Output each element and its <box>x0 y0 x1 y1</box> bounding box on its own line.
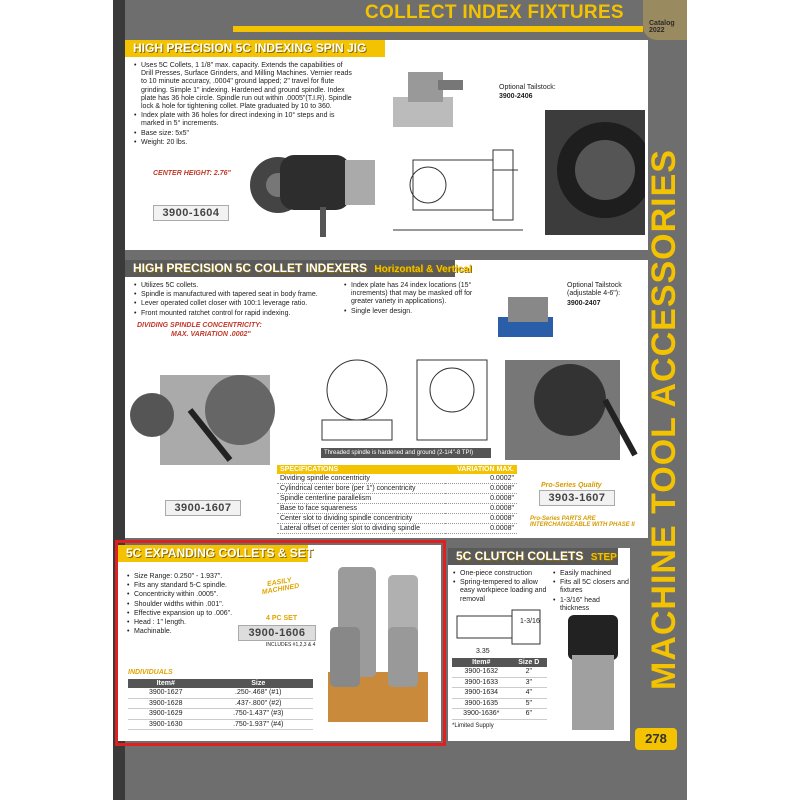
clutch-bullets-a <box>452 570 550 605</box>
col-item: Item# <box>128 679 204 688</box>
collet-indexers-panel <box>125 260 648 538</box>
pro-part: 3903-1607 <box>539 490 615 506</box>
tailstock-part: 3900-2406 <box>499 93 533 100</box>
bullet: • Shoulder widths within .001". <box>126 601 236 609</box>
title-underline <box>233 26 643 32</box>
col-size: Size <box>204 679 314 688</box>
page-title: COLLECT INDEX FIXTURES <box>365 2 624 23</box>
pro-indexer-image <box>485 340 645 465</box>
bullet: • 1-3/16" head thickness <box>552 597 630 613</box>
spec-row: Dividing spindle concentricity 0.0002" <box>277 474 517 484</box>
bullet: • Base size: 5x5" <box>133 130 355 138</box>
spin-jig-title: HIGH PRECISION 5C INDEXING SPIN JIG <box>125 40 385 57</box>
bullet: • One-piece construction <box>452 570 550 578</box>
pro-tailstock-image <box>493 282 563 342</box>
table-row: 3900-1629 .750-1.437" (#3) <box>128 709 313 720</box>
bullet: • Spindle is manufactured with tapered seat in body frame. <box>133 291 333 299</box>
bullet: • Lever operated collet closer with 100:1 leverage ratio. <box>133 300 333 308</box>
bullet: • Index plate has 24 index locations (15° increments) that may be masked off for greater variety in applications). <box>343 282 491 307</box>
spin-jig-part: 3900-1604 <box>153 205 229 221</box>
clutch-collets-panel <box>448 548 630 741</box>
bullet: • Fits all 5C closers and fixtures <box>552 579 630 595</box>
highlight-box <box>115 540 446 746</box>
spec-header-2: VARIATION MAX. <box>445 465 517 474</box>
bullet: • Size Range: 0.250" - 1.937". <box>126 573 236 581</box>
bullet: • Effective expansion up to .006". <box>126 610 236 618</box>
catalog-badge: Catalog 2022 <box>643 0 687 40</box>
bullet: • Uses 5C Collets, 1 1/8" max. capacity. Extends the capabilities of Drill Presses, Surface Grinders, and Milling Machines. Vernier reads to 10 minute accuracy, .0004" ground lapped; 2" travel for flute grinding. Simple 1" indexing. Hardened and ground spindle. Index plate has 36 hole circle. Spindle run out within .0005"(T.I.R). Spindle lock & hole for tightening collet. Plate graduated by 10 to 360. <box>133 62 355 111</box>
clutch-dim1: 3.35 <box>476 648 490 655</box>
tailstock-label: Optional Tailstock: <box>499 84 556 91</box>
table-row: 3900-1628 .437-.800" (#2) <box>128 698 313 709</box>
center-height: CENTER HEIGHT: 2.76" <box>153 170 231 177</box>
clutch-drawing <box>452 606 547 651</box>
catalog-page <box>113 0 687 800</box>
clutch-table <box>452 658 547 720</box>
clutch-title: 5C CLUTCH COLLETS STEP <box>448 548 618 565</box>
indexers-bullets-right <box>343 282 491 317</box>
limited-supply-note: *Limited Supply <box>452 723 494 729</box>
collet-indexers-subtitle: Horizontal & Vertical <box>374 264 472 275</box>
concentricity-label: DIVIDING SPINDLE CONCENTRICITY: <box>137 322 262 329</box>
spin-jig-panel <box>125 40 648 250</box>
col-size: Size D <box>511 658 547 667</box>
clutch-bullets-b <box>552 570 630 614</box>
spin-jig-image <box>250 135 390 245</box>
table-row: 3900-1634 4" <box>452 688 547 699</box>
set-part: 3900-1606 <box>238 625 316 641</box>
bullet: • Easily machined <box>552 570 630 578</box>
spec-header: SPECIFICATIONS <box>277 465 445 474</box>
spec-row: Lateral offset of center slot to dividing spindle 0.0008" <box>277 524 517 534</box>
bullet: • Head : 1" length. <box>126 619 236 627</box>
individuals-label: INDIVIDUALS <box>128 669 173 676</box>
pro-note: Pro-Series PARTS ARE INTERCHANGEABLE WITH PHASE II <box>530 516 635 528</box>
spin-jig-drawing <box>393 140 528 240</box>
spec-row: Center slot to dividing spindle concentricity 0.0008" <box>277 514 517 524</box>
col-item: Item# <box>452 658 511 667</box>
bullet: • Machinable. <box>126 628 236 636</box>
thread-note: Threaded spindle is hardened and ground (2-1/4"-8 TPI) <box>321 448 491 458</box>
indexer-part: 3900-1607 <box>165 500 241 516</box>
spec-row: Spindle centerline parallelism 0.0008" <box>277 494 517 504</box>
collet-indexer-image <box>130 350 305 480</box>
table-row: 3900-1630 .750-1.937" (#4) <box>128 719 313 730</box>
set-label: 4 PC SET <box>266 615 298 622</box>
table-row: 3900-1627 .250-.468" (#1) <box>128 688 313 698</box>
clutch-collet-image <box>558 610 628 735</box>
easily-machined: EASILY MACHINED <box>261 576 300 597</box>
indexers-bullets-left <box>133 282 333 319</box>
bullet: • Index plate with 36 holes for direct indexing in 10° steps and is marked in 5° increments. <box>133 112 355 128</box>
concentricity-value: MAX. VARIATION .0002" <box>171 331 251 338</box>
bullet: • Fits any standard 5-C spindle. <box>126 582 236 590</box>
bullet: • Weight: 20 lbs. <box>133 139 355 147</box>
spec-row: Base to face squareness 0.0008" <box>277 504 517 514</box>
table-row: 3900-1633 3" <box>452 677 547 688</box>
page-number: 278 <box>635 728 677 750</box>
bullet: • Concentricity within .0005". <box>126 591 236 599</box>
set-note: INCLUDES #1,2,3 & 4 <box>266 642 316 648</box>
spec-row: Cylindrical center bore (per 1") concentricity 0.0008" <box>277 484 517 494</box>
side-title: MACHINE TOOL ACCESSORIES <box>645 149 683 690</box>
pro-tailstock-label: Optional Tailstock (adjustable 4-6"): <box>567 282 622 297</box>
pro-quality-label: Pro-Series Quality <box>541 482 602 489</box>
tailstock-image <box>383 62 473 132</box>
pro-tailstock-part: 3900-2407 <box>567 300 601 307</box>
table-row: 3900-1632 2" <box>452 667 547 677</box>
bullet: • Front mounted ratchet control for rapid indexing. <box>133 310 333 318</box>
bullet: • Utilizes 5C collets. <box>133 282 333 290</box>
index-plate-image <box>545 110 645 235</box>
bullet: • Single lever design. <box>343 308 491 316</box>
clutch-dim2: 1-3/16 <box>520 618 540 625</box>
spec-table <box>277 465 517 534</box>
bullet: • Spring-tempered to allow easy workpiece loading and removal <box>452 579 550 604</box>
clutch-subtitle: STEP <box>590 552 617 563</box>
table-row: 3900-1636* 6" <box>452 709 547 720</box>
expanding-title: 5C EXPANDING COLLETS & SET <box>118 545 308 562</box>
table-row: 3900-1635 5" <box>452 698 547 709</box>
collet-indexers-title: HIGH PRECISION 5C COLLET INDEXERS Horizontal & Vertical <box>125 260 455 277</box>
